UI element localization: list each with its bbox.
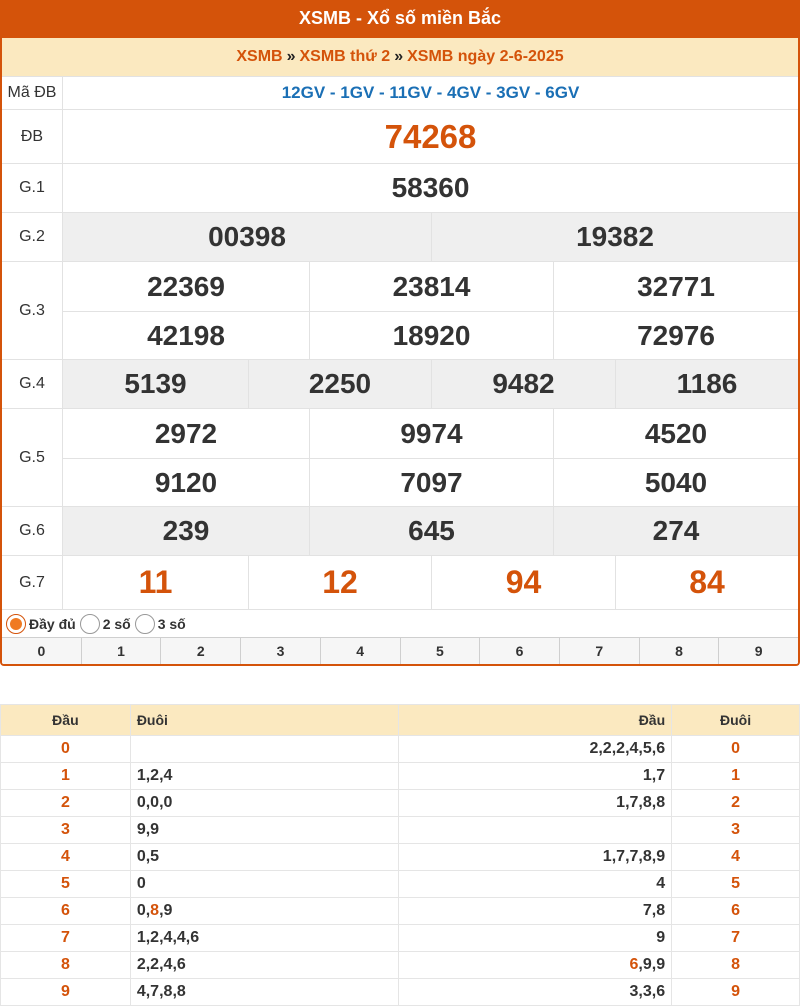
table-row xyxy=(1,817,800,844)
breadcrumb-xsmb-monday[interactable]: XSMB thứ 2 xyxy=(299,48,391,65)
head-list xyxy=(399,817,672,844)
digit-filter[interactable]: 7 xyxy=(559,638,639,664)
loto-digit: 4 xyxy=(136,983,146,1000)
loto-digit: 4 xyxy=(629,740,639,757)
row-g3 xyxy=(2,261,798,359)
loto-digit: 2 xyxy=(616,740,626,757)
digit-filter[interactable]: 3 xyxy=(240,638,320,664)
loto-digit: 0 xyxy=(150,794,160,811)
loto-digit: 8 xyxy=(176,983,186,1000)
tail-list: 0,0,0 xyxy=(130,790,399,817)
loto-digit: 8 xyxy=(163,983,173,1000)
loto-digit: 9 xyxy=(163,902,173,919)
row-g1 xyxy=(2,163,798,212)
digit-filter-bar xyxy=(2,637,798,664)
prize-number: 00398 xyxy=(208,221,286,252)
loto-digit: 1 xyxy=(602,848,612,865)
tail-list: 4,7,8,8 xyxy=(130,979,399,1006)
tail-digit: 1 xyxy=(672,763,800,790)
loto-digit: 0 xyxy=(163,794,173,811)
loto-digit: 7 xyxy=(629,848,639,865)
tail-list: 1,2,4 xyxy=(130,763,399,790)
head-list: 1,7,7,8,9 xyxy=(399,844,672,871)
prize-label: G.4 xyxy=(2,360,63,408)
head-digit: 0 xyxy=(1,736,131,763)
tail-digit: 0 xyxy=(672,736,800,763)
ma-db-codes: 12GV - 1GV - 11GV - 4GV - 3GV - 6GV xyxy=(281,83,580,102)
loto-digit: 9 xyxy=(642,956,652,973)
loto-digit: 9 xyxy=(150,821,160,838)
loto-digit: 2 xyxy=(150,929,160,946)
table-row xyxy=(1,844,800,871)
prize-number: 22369 xyxy=(147,270,225,302)
loto-digit: 0 xyxy=(136,794,146,811)
digit-filter[interactable]: 5 xyxy=(400,638,480,664)
loto-digit: 2 xyxy=(150,956,160,973)
loto-digit: 7 xyxy=(150,983,160,1000)
digit-filter[interactable]: 8 xyxy=(639,638,719,664)
prize-number: 239 xyxy=(162,515,210,546)
tail-list: 0,5 xyxy=(130,844,399,871)
prize-label: G.6 xyxy=(2,507,63,555)
loto-digit: 1 xyxy=(616,794,626,811)
prize-number: 23814 xyxy=(309,262,553,311)
head-digit: 5 xyxy=(1,871,131,898)
loto-table xyxy=(0,704,800,1006)
prize-number: 274 xyxy=(553,507,798,555)
radio-selected-icon[interactable] xyxy=(6,614,26,634)
loto-digit: 7 xyxy=(616,848,626,865)
loto-digit: 5 xyxy=(642,740,652,757)
column-header: Đuôi xyxy=(130,705,399,736)
head-digit: 8 xyxy=(1,952,131,979)
table-row xyxy=(1,763,800,790)
prize-label: ĐB xyxy=(2,110,63,163)
loto-digit: 5 xyxy=(150,848,160,865)
prize-label: G.2 xyxy=(2,213,63,261)
tail-list: 9,9 xyxy=(130,817,399,844)
tail-digit: 4 xyxy=(672,844,800,871)
prize-number: 7097 xyxy=(309,458,553,507)
row-g4 xyxy=(2,359,798,408)
prize-number: 9482 xyxy=(431,360,615,408)
loto-digit: 1 xyxy=(136,929,146,946)
tail-list xyxy=(130,871,399,898)
loto-digit: 4 xyxy=(163,956,173,973)
head-list: 7,8 xyxy=(399,898,672,925)
radio-icon[interactable] xyxy=(80,614,100,634)
head-list xyxy=(399,871,672,898)
display-options xyxy=(2,609,798,637)
tail-list xyxy=(130,736,399,763)
prize-number: 1186 xyxy=(615,360,798,408)
loto-digit: 0 xyxy=(136,902,146,919)
page-title: XSMB - Xổ số miền Bắc xyxy=(0,0,800,38)
column-header: Đầu xyxy=(1,705,131,736)
prize-number: 5040 xyxy=(553,458,798,507)
loto-digit: 4 xyxy=(176,929,186,946)
prize-number: 9974 xyxy=(309,409,553,458)
row-g2 xyxy=(2,212,798,261)
row-ma-db xyxy=(2,76,798,109)
special-prize-number: 74268 xyxy=(384,117,477,155)
digit-filter[interactable]: 1 xyxy=(81,638,161,664)
prize-number: 42198 xyxy=(63,311,309,360)
loto-digit: 8 xyxy=(656,794,666,811)
breadcrumb xyxy=(2,38,798,76)
loto-digit: 7 xyxy=(656,767,666,784)
head-list: 2,2,2,4,5,6 xyxy=(399,736,672,763)
head-digit: 6 xyxy=(1,898,131,925)
radio-icon[interactable] xyxy=(135,614,155,634)
loto-digit: 7 xyxy=(629,794,639,811)
prize-number: 5139 xyxy=(124,368,187,399)
tail-digit: 9 xyxy=(672,979,800,1006)
row-g7 xyxy=(2,555,798,609)
prize-number: 645 xyxy=(309,507,553,555)
prize-number: 19382 xyxy=(431,213,798,261)
loto-digit: 0 xyxy=(136,848,146,865)
head-list: 6,9,9 xyxy=(399,952,672,979)
loto-digit: 8 xyxy=(642,848,652,865)
loto-digit: 6 xyxy=(176,956,186,973)
row-g6 xyxy=(2,506,798,555)
loto-digit: 9 xyxy=(656,956,666,973)
tail-digit: 5 xyxy=(672,871,800,898)
option-three-digits[interactable] xyxy=(135,614,186,634)
head-list: 3,3,6 xyxy=(399,979,672,1006)
tail-digit: 8 xyxy=(672,952,800,979)
breadcrumb-separator: » xyxy=(286,48,296,65)
table-row xyxy=(1,925,800,952)
loto-digit: 9 xyxy=(136,821,146,838)
digit-filter[interactable]: 4 xyxy=(320,638,400,664)
prize-number: 18920 xyxy=(309,311,553,360)
prize-number: 72976 xyxy=(553,311,798,360)
digit-filter[interactable]: 9 xyxy=(718,638,798,664)
option-label: 2 số xyxy=(102,615,131,632)
loto-digit: 3 xyxy=(629,983,639,1000)
loto-body xyxy=(1,736,800,1006)
tail-digit: 6 xyxy=(672,898,800,925)
tail-list: 0,8,9 xyxy=(130,898,399,925)
loto-digit: 6 xyxy=(656,983,666,1000)
loto-digit: 7 xyxy=(642,902,652,919)
loto-digit: 8 xyxy=(150,902,160,919)
loto-digit: 6 xyxy=(656,740,666,757)
prize-number: 4520 xyxy=(553,409,798,458)
digit-filter[interactable]: 6 xyxy=(479,638,559,664)
prize-label: G.7 xyxy=(2,556,63,609)
table-row xyxy=(1,871,800,898)
tail-list: 2,2,4,6 xyxy=(130,952,399,979)
loto-digit: 2 xyxy=(602,740,612,757)
prize-label: G.3 xyxy=(2,262,63,359)
head-digit: 2 xyxy=(1,790,131,817)
prize-number: 84 xyxy=(615,556,798,609)
prize-number: 32771 xyxy=(553,262,798,311)
loto-digit: 8 xyxy=(642,794,652,811)
head-digit: 4 xyxy=(1,844,131,871)
head-list: 1,7,8,8 xyxy=(399,790,672,817)
prize-label: G.5 xyxy=(2,409,63,506)
prize-number: 11 xyxy=(138,564,173,600)
option-label: Đầy đủ xyxy=(29,615,76,632)
loto-digit: 2 xyxy=(136,956,146,973)
tail-list: 1,2,4,4,6 xyxy=(130,925,399,952)
digit-filter[interactable]: 2 xyxy=(160,638,240,664)
loto-digit: 0 xyxy=(136,875,146,892)
head-digit: 3 xyxy=(1,817,131,844)
loto-digit: 2 xyxy=(589,740,599,757)
loto-digit: 4 xyxy=(163,767,173,784)
row-g5 xyxy=(2,408,798,506)
digit-filter[interactable]: 0 xyxy=(37,643,46,659)
prize-number: 2972 xyxy=(154,417,218,449)
table-row xyxy=(1,790,800,817)
prize-number: 9120 xyxy=(63,458,309,507)
loto-header-row xyxy=(1,705,800,736)
head-digit: 9 xyxy=(1,979,131,1006)
prize-number: 12 xyxy=(248,556,431,609)
option-full[interactable] xyxy=(6,614,76,634)
row-special-prize xyxy=(2,109,798,163)
table-row xyxy=(1,898,800,925)
table-row xyxy=(1,952,800,979)
tail-digit: 3 xyxy=(672,817,800,844)
head-digit: 7 xyxy=(1,925,131,952)
prize-number: 58360 xyxy=(391,172,470,203)
prize-label: Mã ĐB xyxy=(2,77,63,109)
head-list xyxy=(399,925,672,952)
loto-digit: 6 xyxy=(629,956,639,973)
loto-digit: 9 xyxy=(656,848,666,865)
breadcrumb-separator: » xyxy=(394,48,404,65)
head-digit: 1 xyxy=(1,763,131,790)
loto-digit: 1 xyxy=(136,767,146,784)
head-list: 1,7 xyxy=(399,763,672,790)
option-two-digits[interactable] xyxy=(80,614,131,634)
breadcrumb-xsmb-date[interactable]: XSMB ngày 2-6-2025 xyxy=(407,48,564,65)
loto-digit: 4 xyxy=(163,929,173,946)
table-row xyxy=(1,979,800,1006)
tail-digit: 7 xyxy=(672,925,800,952)
breadcrumb-xsmb[interactable]: XSMB xyxy=(236,48,283,65)
column-header: Đuôi xyxy=(672,705,800,736)
table-row xyxy=(1,736,800,763)
loto-digit: 2 xyxy=(150,767,160,784)
option-label: 3 số xyxy=(157,615,186,632)
column-header: Đầu xyxy=(399,705,672,736)
loto-digit: 1 xyxy=(642,767,652,784)
prize-label: G.1 xyxy=(2,164,63,212)
tail-digit: 2 xyxy=(672,790,800,817)
loto-digit: 9 xyxy=(656,929,666,946)
loto-digit: 4 xyxy=(656,875,666,892)
loto-digit: 3 xyxy=(642,983,652,1000)
prize-number: 2250 xyxy=(248,360,431,408)
loto-digit: 8 xyxy=(656,902,666,919)
loto-digit: 6 xyxy=(190,929,200,946)
prize-number: 94 xyxy=(431,556,615,609)
